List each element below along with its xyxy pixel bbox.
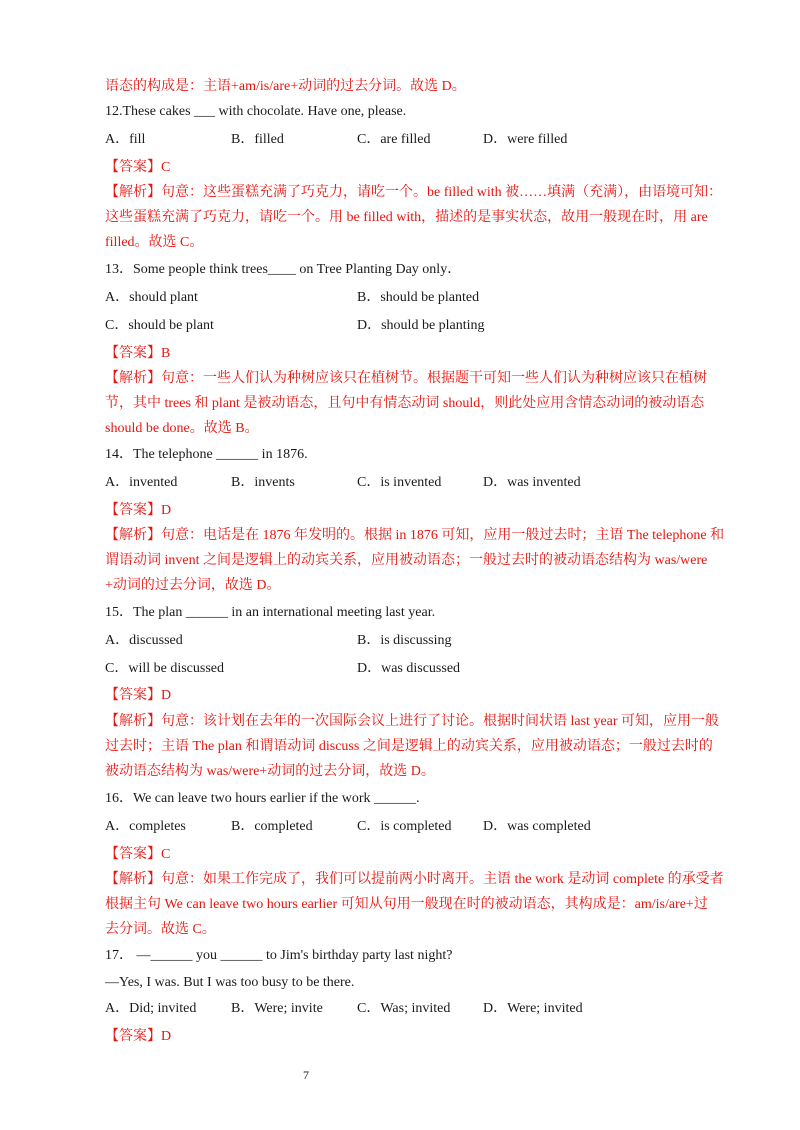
q17-option-c: C．Was; invited bbox=[357, 1001, 451, 1016]
q14-option-b: B．invents bbox=[231, 475, 295, 490]
q15-answer: 【答案】D bbox=[105, 688, 172, 703]
q14-explanation-3: +动词的过去分词，故选 D。 bbox=[105, 578, 281, 593]
q12-option-b: B．filled bbox=[231, 132, 284, 147]
question-15: 15．The plan ______ in an international meeting last year. bbox=[105, 605, 436, 620]
q12-option-c: C．are filled bbox=[357, 132, 431, 147]
q13-option-a: A．should plant bbox=[105, 290, 198, 305]
question-13: 13．Some people think trees____ on Tree Planting Day only． bbox=[105, 262, 462, 277]
question-12: 12.These cakes ___ with chocolate. Have one, please. bbox=[105, 104, 407, 119]
q14-option-d: D．was invented bbox=[483, 475, 581, 490]
question-16: 16．We can leave two hours earlier if the work ______. bbox=[105, 791, 420, 806]
q13-explanation-3: should be done。故选 B。 bbox=[105, 421, 259, 436]
q15-option-d: D．was discussed bbox=[357, 661, 461, 676]
question-17-reply: —Yes, I was. But I was too busy to be there. bbox=[105, 975, 355, 990]
q17-answer: 【答案】D bbox=[105, 1029, 172, 1044]
q15-explanation-2: 过去时；主语 The plan 和谓语动词 discuss 之间是逻辑上的动宾关系，应用被动语态；一般过去时的 bbox=[105, 739, 713, 754]
q17-option-a: A．Did; invited bbox=[105, 1001, 197, 1016]
q16-explanation-2: 根据主句 We can leave two hours earlier 可知从句用一般现在时的被动语态，其构成是：am/is/are+过 bbox=[105, 897, 708, 912]
q12-option-d: D．were filled bbox=[483, 132, 568, 147]
q13-explanation-1: 【解析】句意：一些人们认为种树应该只在植树节。根据题干可知一些人们认为种树应该只在植树 bbox=[105, 371, 707, 386]
q13-option-d: D．should be planting bbox=[357, 318, 485, 333]
q15-explanation-3: 被动语态结构为 was/were+动词的过去分词，故选 D。 bbox=[105, 764, 435, 779]
q13-explanation-2: 节，其中 trees 和 plant 是被动语态，且句中有情态动词 should，则此处应用含情态动词的被动语态 bbox=[105, 396, 705, 411]
q14-option-a: A．invented bbox=[105, 475, 178, 490]
q16-explanation-1: 【解析】句意：如果工作完成了，我们可以提前两小时离开。主语 the work 是动词 complete 的承受者 bbox=[105, 872, 724, 887]
q12-explanation-1: 【解析】句意：这些蛋糕充满了巧克力，请吃一个。be filled with 被……填满（充满），由语境可知： bbox=[105, 185, 723, 200]
q12-answer: 【答案】C bbox=[105, 160, 171, 175]
q15-option-b: B．is discussing bbox=[357, 633, 452, 648]
q14-option-c: C．is invented bbox=[357, 475, 442, 490]
q15-option-c: C．will be discussed bbox=[105, 661, 224, 676]
q12-explanation-2: 这些蛋糕充满了巧克力，请吃一个。用 be filled with，描述的是事实状态，故用一般现在时，用 are bbox=[105, 210, 708, 225]
q16-explanation-3: 去分词。故选 C。 bbox=[105, 922, 216, 937]
q16-option-a: A．completes bbox=[105, 819, 186, 834]
q16-option-b: B．completed bbox=[231, 819, 313, 834]
q16-option-c: C．is completed bbox=[357, 819, 452, 834]
explanation-continuation: 语态的构成是：主语+am/is/are+动词的过去分词。故选 D。 bbox=[105, 79, 466, 94]
q13-option-b: B．should be planted bbox=[357, 290, 480, 305]
q15-explanation-1: 【解析】句意：该计划在去年的一次国际会议上进行了讨论。根据时间状语 last year 可知，应用一般 bbox=[105, 714, 720, 729]
q14-explanation-1: 【解析】句意：电话是在 1876 年发明的。根据 in 1876 可知，应用一般过去时；主语 The telephone 和 bbox=[105, 528, 725, 543]
q12-explanation-3: filled。故选 C。 bbox=[105, 235, 204, 250]
q17-option-d: D．Were; invited bbox=[483, 1001, 583, 1016]
question-14: 14．The telephone ______ in 1876. bbox=[105, 447, 308, 462]
question-17: 17． —______ you ______ to Jim's birthday party last night? bbox=[105, 948, 453, 963]
q12-option-a: A．fill bbox=[105, 132, 146, 147]
q17-option-b: B．Were; invite bbox=[231, 1001, 323, 1016]
q14-answer: 【答案】D bbox=[105, 503, 172, 518]
q13-answer: 【答案】B bbox=[105, 346, 171, 361]
q14-explanation-2: 谓语动词 invent 之间是逻辑上的动宾关系，应用被动语态；一般过去时的被动语态结构为 was/were bbox=[105, 553, 708, 568]
q15-option-a: A．discussed bbox=[105, 633, 183, 648]
page-number: 7 bbox=[303, 1068, 309, 1082]
q16-option-d: D．was completed bbox=[483, 819, 591, 834]
q13-option-c: C．should be plant bbox=[105, 318, 214, 333]
q16-answer: 【答案】C bbox=[105, 847, 171, 862]
